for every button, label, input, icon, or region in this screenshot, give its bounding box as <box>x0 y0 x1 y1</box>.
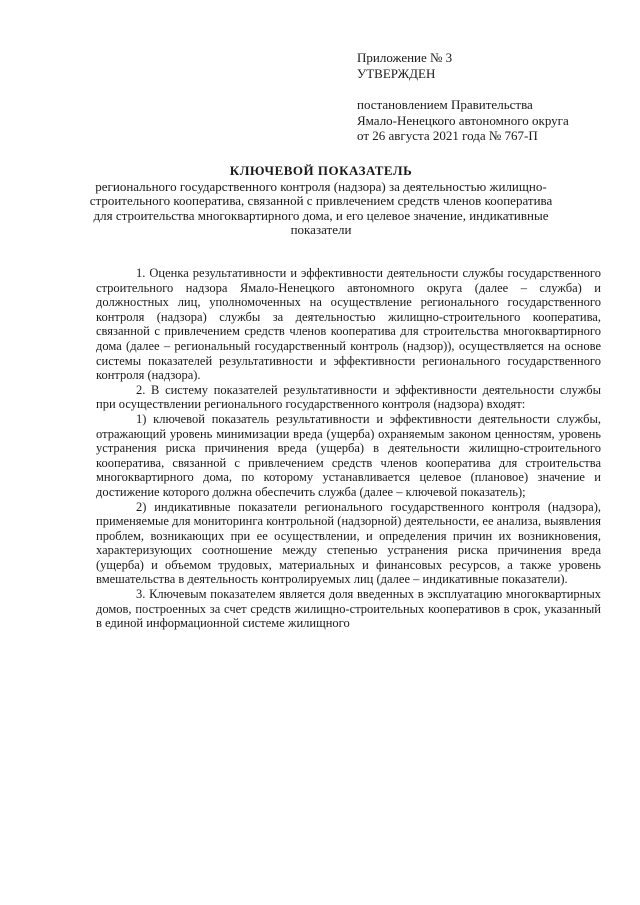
approval-header <box>357 50 617 144</box>
paragraph-2-item-2: 2) индикативные показатели регионального государственного контроля (надзора), применяемые для мониторинга контрольной (надзорной) деятельности, ее анализа, выявления проблем, возникающих при ее осуществлении, и определения причин их возникновения, характеризующих соотношение между степенью устранения риска причинения вреда (ущерба) и объемом трудовых, материальных и финансовых ресурсов, а также уровень вмешательства в деятельность контролируемых лиц (далее – индикативные показатели). <box>96 499 601 587</box>
appendix-number: Приложение № 3 <box>357 50 453 65</box>
resolution-line: постановлением Правительства <box>357 97 533 112</box>
resolution-date: от 26 августа 2021 года № 767-П <box>357 128 538 143</box>
paragraph-2: 2. В систему показателей результативности и эффективности деятельности службы при осуществлении регионального государственного контроля (надзора) входят: <box>96 382 601 412</box>
title-main: КЛЮЧЕВОЙ ПОКАЗАТЕЛЬ <box>229 163 413 178</box>
paragraph-3: 3. Ключевым показателем является доля введенных в эксплуатацию многоквартирных домов, построенных за счет средств жилищно-строительных кооперативов в срок, указанный в единой информационной системе жилищного <box>96 587 601 631</box>
document-title <box>80 164 562 238</box>
paragraph-1: 1. Оценка результативности и эффективности деятельности службы государственного строительного надзора Ямало-Ненецкого автономного округа (далее – служба) и должностных лиц, уполномоченных на осуществление регионального государственного контроля (надзора) службы за деятельностью жилищно-строительного кооператива, связанной с привлечением средств членов кооператива для строительства многоквартирного дома (далее – региональный государственный контроль (надзор)), осуществляется на основе системы показателей результативности и эффективности регионального государственного контроля (надзора). <box>96 266 601 383</box>
document-body <box>96 266 601 631</box>
approved-label: УТВЕРЖДЕН <box>357 65 436 81</box>
header-spacer <box>357 81 617 97</box>
title-subtitle: регионального государственного контроля (надзора) за деятельностью жилищно-строительного кооператива, связанной с привлечением средств членов кооператива для строительства многоквартирного дома, и его целевое значение, индикативные показатели <box>89 178 553 237</box>
government-line: Ямало-Ненецкого автономного округа <box>357 112 569 128</box>
paragraph-2-item-1: 1) ключевой показатель результативности и эффективности деятельности службы, отражающий уровень минимизации вреда (ущерба) охраняемым законом ценностям, уровень устранения риска причинения вреда (ущерба) в деятельности жилищно-строительного кооператива, связанной с привлечением средств членов кооператива для строительства многоквартирного дома, по которому устанавливается целевое (плановое) значение и достижение которого должна обеспечить служба (далее – ключевой показатель); <box>96 411 601 499</box>
